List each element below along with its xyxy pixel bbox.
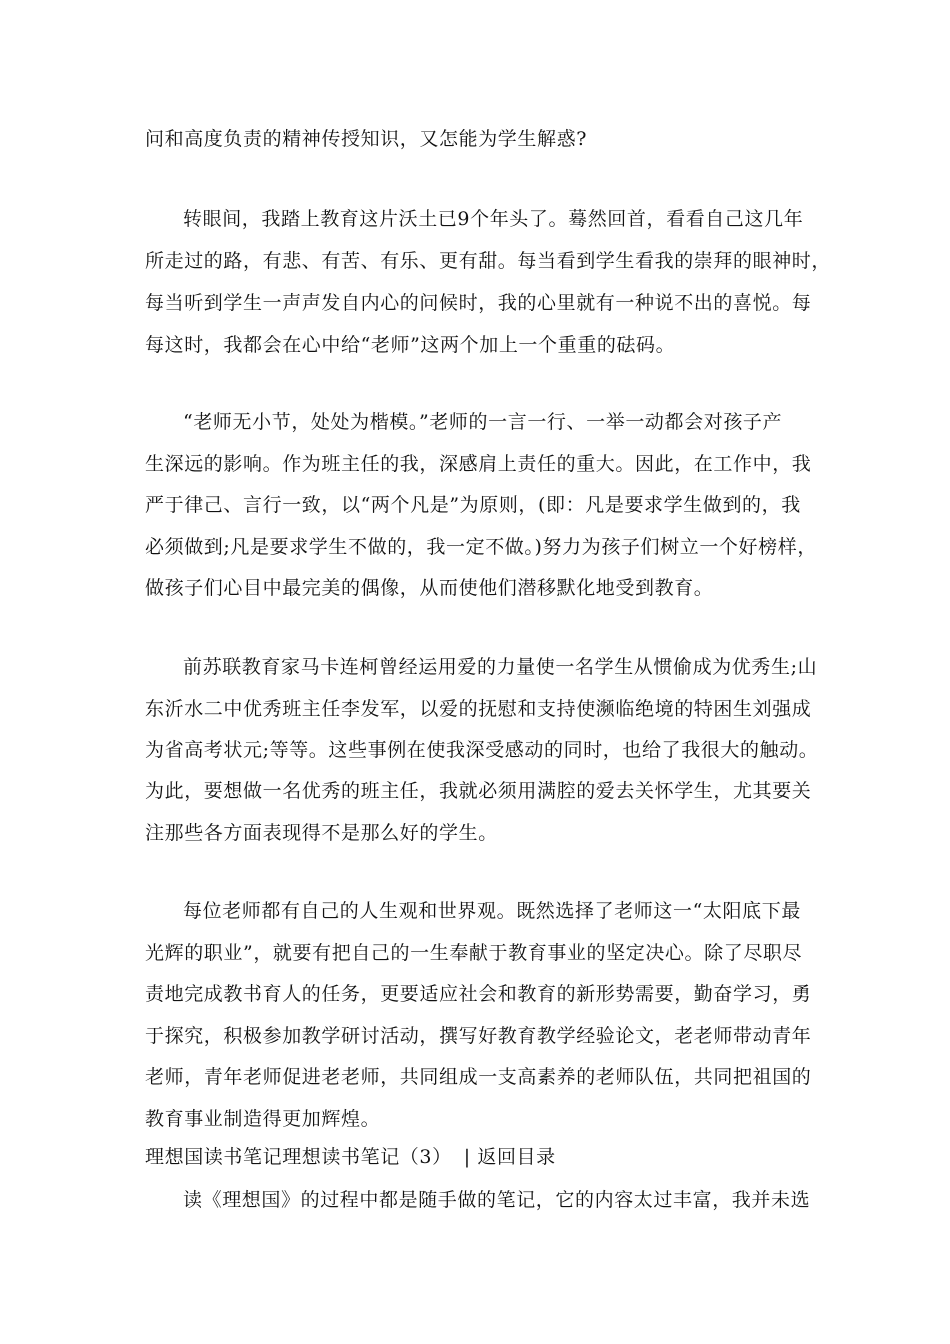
text-line: “老师无小节，处处为楷模。”老师的一言一行、一举一动都会对孩子产: [183, 411, 783, 433]
section-title: 理想国读书笔记理想读书笔记（3）: [145, 1146, 452, 1168]
text-line: 每当听到学生一声声发自内心的问候时，我的心里就有一种说不出的喜悦。每: [145, 292, 812, 314]
back-to-contents-link[interactable]: | 返回目录: [463, 1146, 556, 1168]
text-line: 必须做到;凡是要求学生不做的，我一定不做。)努力为孩子们树立一个好榜样，: [145, 536, 817, 558]
text-line: 做孩子们心目中最完美的偶像，从而使他们潜移默化地受到教育。: [145, 577, 714, 599]
text-line: 于探究，积极参加教学研讨活动，撰写好教育教学经验论文，老老师带动青年: [145, 1025, 812, 1047]
text-line: 老师，青年老师促进老老师，共同组成一支高素养的老师队伍，共同把祖国的: [145, 1066, 812, 1088]
text-line: 光辉的职业”，就要有把自己的一生奉献于教育事业的坚定决心。除了尽职尽: [145, 942, 803, 964]
text-line: 问和高度负责的精神传授知识，又怎能为学生解惑?: [145, 128, 587, 150]
text-line: 每位老师都有自己的人生观和世界观。既然选择了老师这一“太阳底下最: [183, 900, 801, 922]
section-heading: [145, 1145, 556, 1169]
text-line: 责地完成教书育人的任务，更要适应社会和教育的新形势需要，勤奋学习，勇: [145, 983, 812, 1005]
text-line: 每这时，我都会在心中给“老师”这两个加上一个重重的砝码。: [145, 334, 676, 356]
text-line: 严于律己、言行一致，以“两个凡是”为原则，(即：凡是要求学生做到的，我: [145, 494, 801, 516]
text-line: 所走过的路，有悲、有苦、有乐、更有甜。每当看到学生看我的崇拜的眼神时，: [145, 250, 832, 272]
text-line: 注那些各方面表现得不是那么好的学生。: [145, 822, 498, 844]
text-line: 为此，要想做一名优秀的班主任，我就必须用满腔的爱去关怀学生，尤其要关: [145, 780, 812, 802]
text-line: 为省高考状元;等等。这些事例在使我深受感动的同时，也给了我很大的触动。: [145, 739, 819, 761]
text-line: 生深远的影响。作为班主任的我，深感肩上责任的重大。因此，在工作中，我: [145, 453, 812, 475]
text-line: 教育事业制造得更加辉煌。: [145, 1108, 381, 1130]
text-line: 前苏联教育家马卡连柯曾经运用爱的力量使一名学生从惯偷成为优秀生;山: [183, 656, 818, 678]
text-line: 东沂水二中优秀班主任李发军，以爱的抚慰和支持使濒临绝境的特困生刘强成: [145, 698, 812, 720]
text-line: 转眼间，我踏上教育这片沃土已9个年头了。蓦然回首，看看自己这几年: [183, 208, 804, 230]
text-line: 读《理想国》的过程中都是随手做的笔记，它的内容太过丰富，我并未选: [183, 1189, 811, 1211]
